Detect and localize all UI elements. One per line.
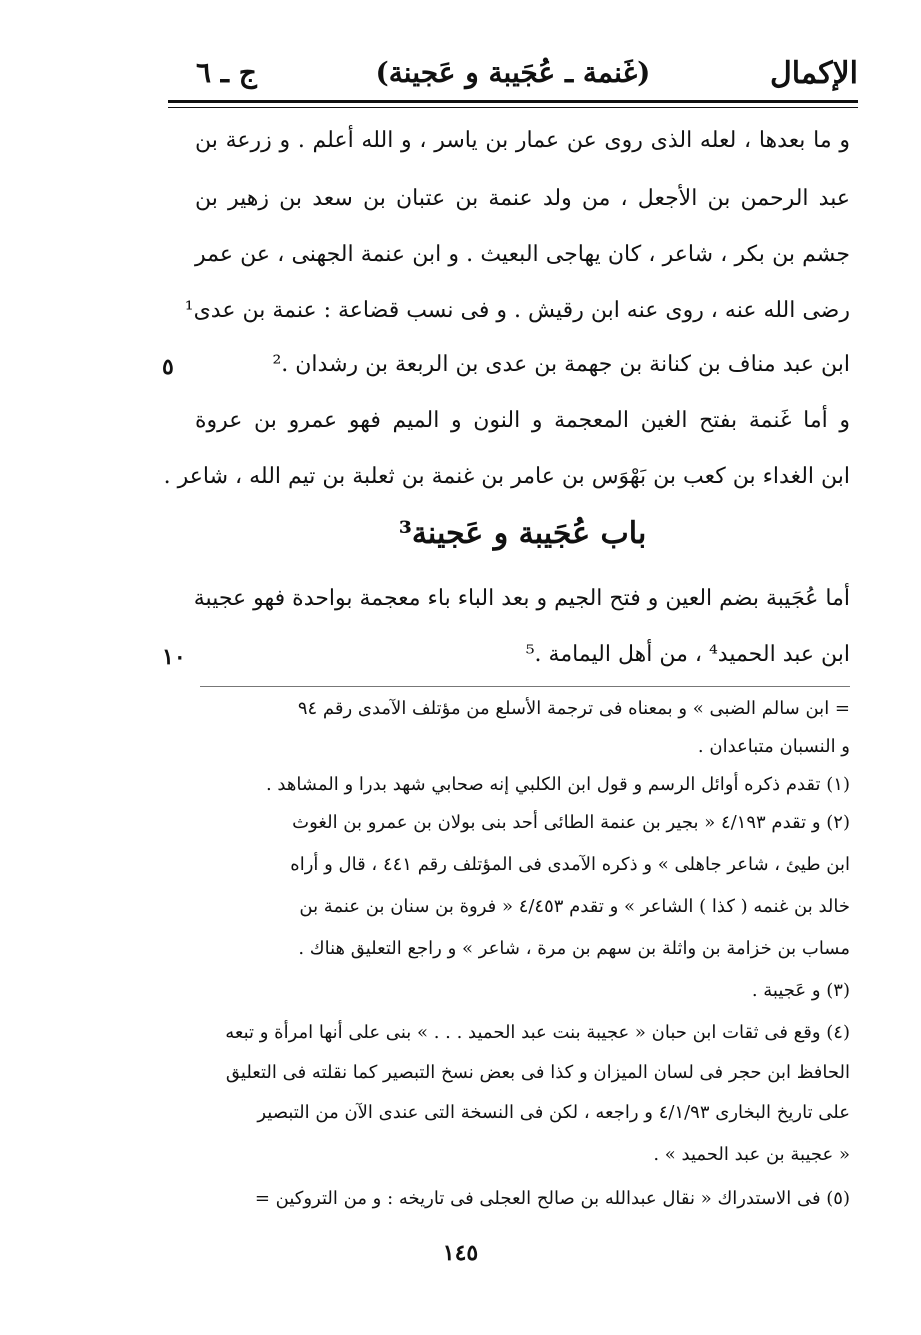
footnote-line: مساب بن خزامة بن واثلة بن سهم بن مرة ، شاعر » و راجع التعليق هناك . bbox=[298, 938, 850, 959]
body-line: رضى الله عنه ، روى عنه ابن رقيش . و فى نسب قضاعة : عنمة بن عدى¹ bbox=[184, 298, 850, 323]
body-line: ابن عبد مناف بن كنانة بن جهمة بن عدى بن الربعة بن رشدان .² bbox=[272, 352, 850, 377]
section-title: (غَنمة ـ عُجَيبة و عَجينة) bbox=[375, 56, 651, 89]
body-line: عبد الرحمن بن الأجعل ، من ولد عنمة بن عتبان بن سعد بن زهير بن bbox=[195, 186, 850, 211]
footnote-line: (٣) و عَجيبة . bbox=[751, 980, 850, 1001]
line-number-marker: ٥ bbox=[162, 354, 174, 380]
volume-label: ج ـ ٦ bbox=[196, 56, 257, 89]
footnote-line: (٤) وقع فى ثقات ابن حبان « عجيبة بنت عبد الحميد . . . » بنى على أنها امرأة و تبعه bbox=[225, 1022, 850, 1043]
body-line: ابن عبد الحميد⁴ ، من أهل اليمامة .⁵ bbox=[525, 642, 850, 667]
footnote-line: خالد بن غنمه ( كذا ) الشاعر » و تقدم ٤/٤٥٣ « فروة بن سنان بن عنمة بن bbox=[299, 896, 850, 917]
footnote-line: الحافظ ابن حجر فى لسان الميزان و كذا فى بعض نسخ التبصير كما نقلته فى التعليق bbox=[225, 1062, 850, 1083]
chapter-heading: باب عُجَيبة و عَجينة³ bbox=[398, 516, 647, 551]
page-number: ١٤٥ bbox=[442, 1240, 479, 1266]
body-line: و أما غَنمة بفتح الغين المعجمة و النون و الميم فهو عمرو بن عروة bbox=[195, 408, 851, 433]
footnote-line: على تاريخ البخارى ٤/١/٩٣ و راجعه ، لكن فى النسخة التى عندى الآن من التبصير bbox=[257, 1102, 850, 1123]
footnote-line: (١) تقدم ذكره أوائل الرسم و قول ابن الكلبي إنه صحابي شهد بدرا و المشاهد . bbox=[265, 774, 850, 795]
header-rule-thin bbox=[168, 107, 858, 108]
footnote-line: و النسبان متباعدان . bbox=[697, 736, 850, 757]
footnote-line: (٢) و تقدم ٤/١٩٣ « بجير بن عنمة الطائى أحد بنى بولان بن عمرو بن الغوث bbox=[292, 812, 850, 833]
footnote-line: ابن طيئ ، شاعر جاهلى » و ذكره الآمدى فى المؤتلف رقم ٤٤١ ، قال و أراه bbox=[290, 854, 850, 875]
body-line: و ما بعدها ، لعله الذى روى عن عمار بن ياسر ، و الله أعلم . و زرعة بن bbox=[195, 128, 850, 153]
footnote-line: = ابن سالم الضبى » و بمعناه فى ترجمة الأسلع من مؤتلف الآمدى رقم ٩٤ bbox=[297, 698, 850, 719]
body-line: أما عُجَيبة بضم العين و فتح الجيم و بعد الباء باء معجمة بواحدة فهو عجيبة bbox=[193, 586, 850, 611]
header-rule bbox=[168, 100, 858, 103]
page-header bbox=[168, 52, 858, 96]
footnote-line: « عجيبة بن عبد الحميد » . bbox=[653, 1144, 850, 1165]
footnote-line: (٥) فى الاستدراك « نقال عبدالله بن صالح العجلى فى تاريخه : و من التروكين = bbox=[254, 1188, 850, 1209]
body-line: ابن الغداء بن كعب بن بَهْوَس بن عامر بن غنمة بن ثعلبة بن تيم الله ، شاعر . bbox=[163, 464, 850, 489]
running-title: الإكمال bbox=[769, 56, 858, 91]
body-line: جشم بن بكر ، شاعر ، كان يهاجى البعيث . و ابن عنمة الجهنى ، عن عمر bbox=[195, 242, 850, 267]
line-number-marker: ١٠ bbox=[162, 644, 186, 670]
footnote-separator bbox=[200, 686, 850, 687]
